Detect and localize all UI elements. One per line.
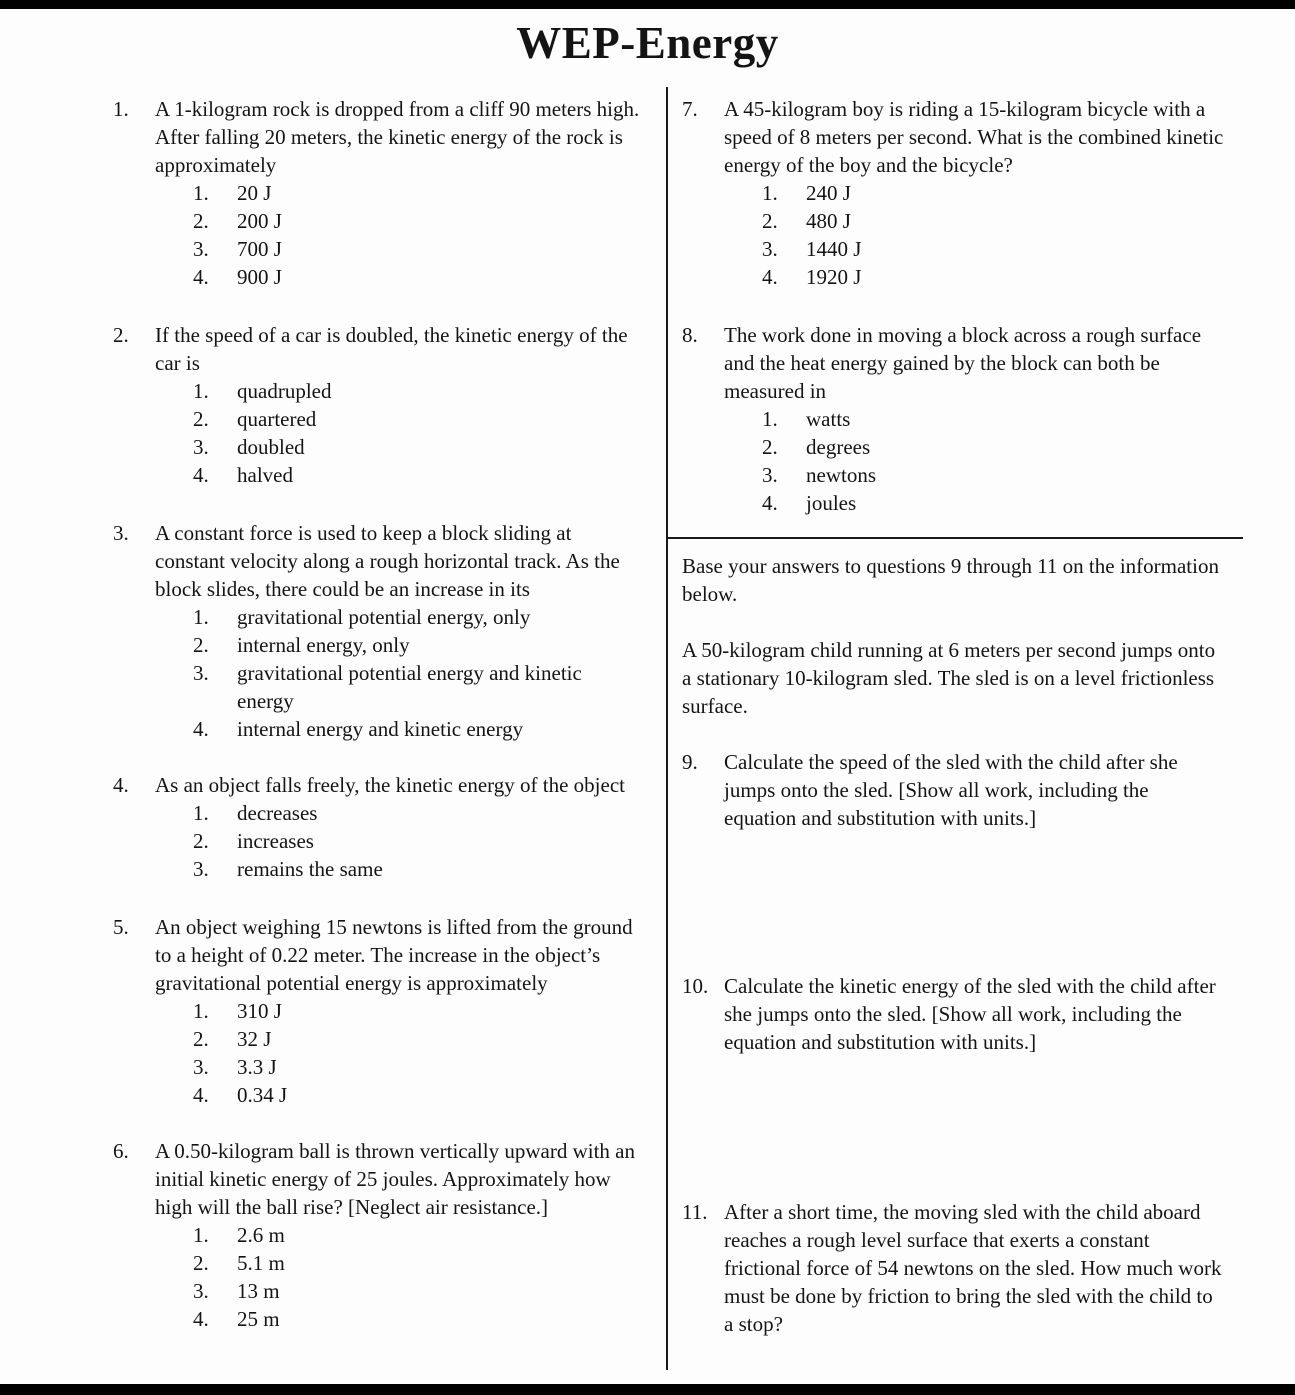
choice-text: 13 m xyxy=(237,1278,280,1303)
choice-number: 3. xyxy=(193,660,209,685)
passage-body: A 50-kilogram child running at 6 meters per second jumps onto a stationary 10-kilogram sled. The sled is on a level frictionless surface. xyxy=(682,637,1216,718)
choice-text: 700 J xyxy=(237,236,282,261)
answer-choice xyxy=(724,461,1225,489)
choice-text: 3.3 J xyxy=(237,1054,277,1079)
choice-text: 900 J xyxy=(237,264,282,289)
question-body xyxy=(155,321,641,489)
choice-number: 4. xyxy=(193,1082,209,1107)
answer-choice xyxy=(155,207,641,235)
choice-number: 1. xyxy=(762,180,778,205)
page-title: WEP-Energy xyxy=(516,18,779,68)
choice-number: 2. xyxy=(193,1026,209,1051)
answer-choice xyxy=(155,997,641,1025)
choice-text: gravitational potential energy, only xyxy=(237,604,531,629)
question-text: A 1-kilogram rock is dropped from a cliff 90 meters high. After falling 20 meters, the kinetic energy of the rock is approximately xyxy=(155,96,640,177)
answer-choice xyxy=(155,1305,641,1333)
answer-choice xyxy=(155,799,641,827)
answer-choice xyxy=(155,263,641,291)
choice-number: 2. xyxy=(193,632,209,657)
answer-choice xyxy=(155,631,641,659)
choice-text: remains the same xyxy=(237,856,383,881)
answer-choice xyxy=(155,377,641,405)
question-text: The work done in moving a block across a rough surface and the heat energy gained by the block can both be measured in xyxy=(724,322,1202,403)
question-2 xyxy=(113,321,641,489)
question-text: A 0.50-kilogram ball is thrown vertically upward with an initial kinetic energy of 25 joules. Approximately how high will the ball rise? [Neglect air resistance.] xyxy=(155,1138,635,1219)
question-text: Calculate the kinetic energy of the sled with the child after she jumps onto the sled. [Show all work, including the equation and substitution with units.] xyxy=(724,973,1216,1054)
question-number: 4. xyxy=(113,772,129,797)
choice-text: 200 J xyxy=(237,208,282,233)
question-number: 3. xyxy=(113,520,129,545)
answer-choices xyxy=(155,603,641,743)
choice-number: 2. xyxy=(762,208,778,233)
choice-text: watts xyxy=(806,406,851,431)
choice-number: 4. xyxy=(762,264,778,289)
answer-choice xyxy=(155,603,641,631)
choice-number: 1. xyxy=(762,406,778,431)
question-11 xyxy=(682,1198,1225,1338)
two-column-layout xyxy=(0,87,1295,1385)
choice-text: doubled xyxy=(237,434,305,459)
question-5 xyxy=(113,913,641,1109)
answer-choice xyxy=(724,235,1225,263)
answer-choice xyxy=(155,1249,641,1277)
choice-number: 1. xyxy=(193,180,209,205)
choice-number: 4. xyxy=(193,716,209,741)
question-number: 1. xyxy=(113,96,129,121)
question-body xyxy=(155,771,641,883)
question-text: If the speed of a car is doubled, the kinetic energy of the car is xyxy=(155,322,628,375)
question-number: 8. xyxy=(682,322,698,347)
choice-number: 2. xyxy=(193,208,209,233)
choice-number: 2. xyxy=(193,406,209,431)
passage-block xyxy=(682,552,1225,720)
choice-number: 3. xyxy=(762,462,778,487)
answer-choices xyxy=(724,179,1225,291)
choice-text: quadrupled xyxy=(237,378,332,403)
answer-choice xyxy=(155,855,641,883)
page-bottom-border xyxy=(0,1384,1295,1395)
answer-choice xyxy=(724,405,1225,433)
choice-number: 4. xyxy=(193,462,209,487)
answer-choice xyxy=(155,1025,641,1053)
question-text: An object weighing 15 newtons is lifted from the ground to a height of 0.22 meter. The increase in the object’s gravitational potential energy is approximately xyxy=(155,914,633,995)
choice-text: increases xyxy=(237,828,314,853)
choice-text: internal energy, only xyxy=(237,632,410,657)
choice-text: gravitational potential energy and kinetic energy xyxy=(237,660,582,713)
answer-choice xyxy=(724,207,1225,235)
choice-number: 3. xyxy=(193,1054,209,1079)
answer-choice xyxy=(155,1053,641,1081)
choice-text: 20 J xyxy=(237,180,272,205)
question-text: A constant force is used to keep a block sliding at constant velocity along a rough horizontal track. As the block slides, there could be an increase in its xyxy=(155,520,620,601)
choice-number: 2. xyxy=(762,434,778,459)
choice-number: 4. xyxy=(193,264,209,289)
answer-choice xyxy=(155,235,641,263)
answer-choice xyxy=(155,433,641,461)
answer-choice xyxy=(155,715,641,743)
choice-number: 1. xyxy=(193,998,209,1023)
choice-number: 1. xyxy=(193,604,209,629)
choice-number: 4. xyxy=(193,1306,209,1331)
question-7 xyxy=(682,95,1225,291)
choice-text: internal energy and kinetic energy xyxy=(237,716,524,741)
question-number: 5. xyxy=(113,914,129,939)
choice-number: 2. xyxy=(193,828,209,853)
question-text: After a short time, the moving sled with the child aboard reaches a rough level surface that exerts a constant frictional force of 54 newtons on the sled. How much work must be done by friction to bring the sled with the child to a stop? xyxy=(724,1199,1222,1336)
answer-choice xyxy=(155,1277,641,1305)
choice-text: 25 m xyxy=(237,1306,280,1331)
question-body xyxy=(724,972,1225,1056)
choice-text: 5.1 m xyxy=(237,1250,285,1275)
choice-text: 240 J xyxy=(806,180,851,205)
question-10 xyxy=(682,972,1225,1056)
question-9 xyxy=(682,748,1225,832)
choice-text: degrees xyxy=(806,434,871,459)
question-body xyxy=(724,1198,1225,1338)
question-body xyxy=(155,913,641,1109)
question-8 xyxy=(682,321,1225,517)
question-number: 10. xyxy=(682,973,709,998)
answer-choice xyxy=(155,1081,641,1109)
choice-number: 1. xyxy=(193,1222,209,1247)
answer-choices xyxy=(155,997,641,1109)
choice-text: joules xyxy=(806,490,857,515)
question-body xyxy=(724,321,1225,517)
section-divider-line xyxy=(668,537,1243,539)
question-number: 6. xyxy=(113,1138,129,1163)
question-number: 11. xyxy=(682,1199,708,1224)
choice-text: 2.6 m xyxy=(237,1222,285,1247)
answer-choice xyxy=(724,433,1225,461)
answer-choice xyxy=(155,405,641,433)
answer-choice xyxy=(155,827,641,855)
choice-text: 0.34 J xyxy=(237,1082,288,1107)
answer-choice xyxy=(155,179,641,207)
question-1 xyxy=(113,95,641,291)
choice-number: 3. xyxy=(193,1278,209,1303)
answer-choice xyxy=(724,263,1225,291)
answer-choices xyxy=(724,405,1225,517)
answer-choice xyxy=(155,1221,641,1249)
choice-number: 1. xyxy=(193,800,209,825)
question-text: A 45-kilogram boy is riding a 15-kilogram bicycle with a speed of 8 meters per second. What is the combined kinetic energy of the boy and the bicycle? xyxy=(724,96,1224,177)
choice-text: 32 J xyxy=(237,1026,272,1051)
right-column xyxy=(668,87,1243,1371)
choice-text: quartered xyxy=(237,406,317,431)
choice-text: decreases xyxy=(237,800,318,825)
question-number: 2. xyxy=(113,322,129,347)
choice-number: 3. xyxy=(193,856,209,881)
question-6 xyxy=(113,1137,641,1333)
question-body xyxy=(155,519,641,743)
passage-intro: Base your answers to questions 9 through 11 on the information below. xyxy=(682,553,1219,606)
question-body xyxy=(155,1137,641,1333)
choice-number: 3. xyxy=(193,434,209,459)
choice-number: 3. xyxy=(762,236,778,261)
question-4 xyxy=(113,771,641,883)
choice-number: 3. xyxy=(193,236,209,261)
answer-choice xyxy=(724,489,1225,517)
question-body xyxy=(724,748,1225,832)
question-body xyxy=(724,95,1225,291)
choice-number: 4. xyxy=(762,490,778,515)
answer-choices xyxy=(155,377,641,489)
choice-text: 1920 J xyxy=(806,264,862,289)
answer-choice xyxy=(155,659,641,715)
question-body xyxy=(155,95,641,291)
choice-text: 310 J xyxy=(237,998,282,1023)
left-column xyxy=(113,87,668,1371)
choice-text: 1440 J xyxy=(806,236,862,261)
answer-choice xyxy=(724,179,1225,207)
question-number: 7. xyxy=(682,96,698,121)
question-3 xyxy=(113,519,641,743)
answer-choices xyxy=(155,179,641,291)
answer-choice xyxy=(155,461,641,489)
question-number: 9. xyxy=(682,749,698,774)
answer-choices xyxy=(155,799,641,883)
answer-choices xyxy=(155,1221,641,1333)
choice-number: 1. xyxy=(193,378,209,403)
page-top-border xyxy=(0,0,1295,9)
question-text: Calculate the speed of the sled with the child after she jumps onto the sled. [Show all work, including the equation and substitution with units.] xyxy=(724,749,1178,830)
choice-text: newtons xyxy=(806,462,876,487)
choice-text: 480 J xyxy=(806,208,851,233)
question-text: As an object falls freely, the kinetic energy of the object xyxy=(155,772,625,797)
choice-number: 2. xyxy=(193,1250,209,1275)
choice-text: halved xyxy=(237,462,293,487)
